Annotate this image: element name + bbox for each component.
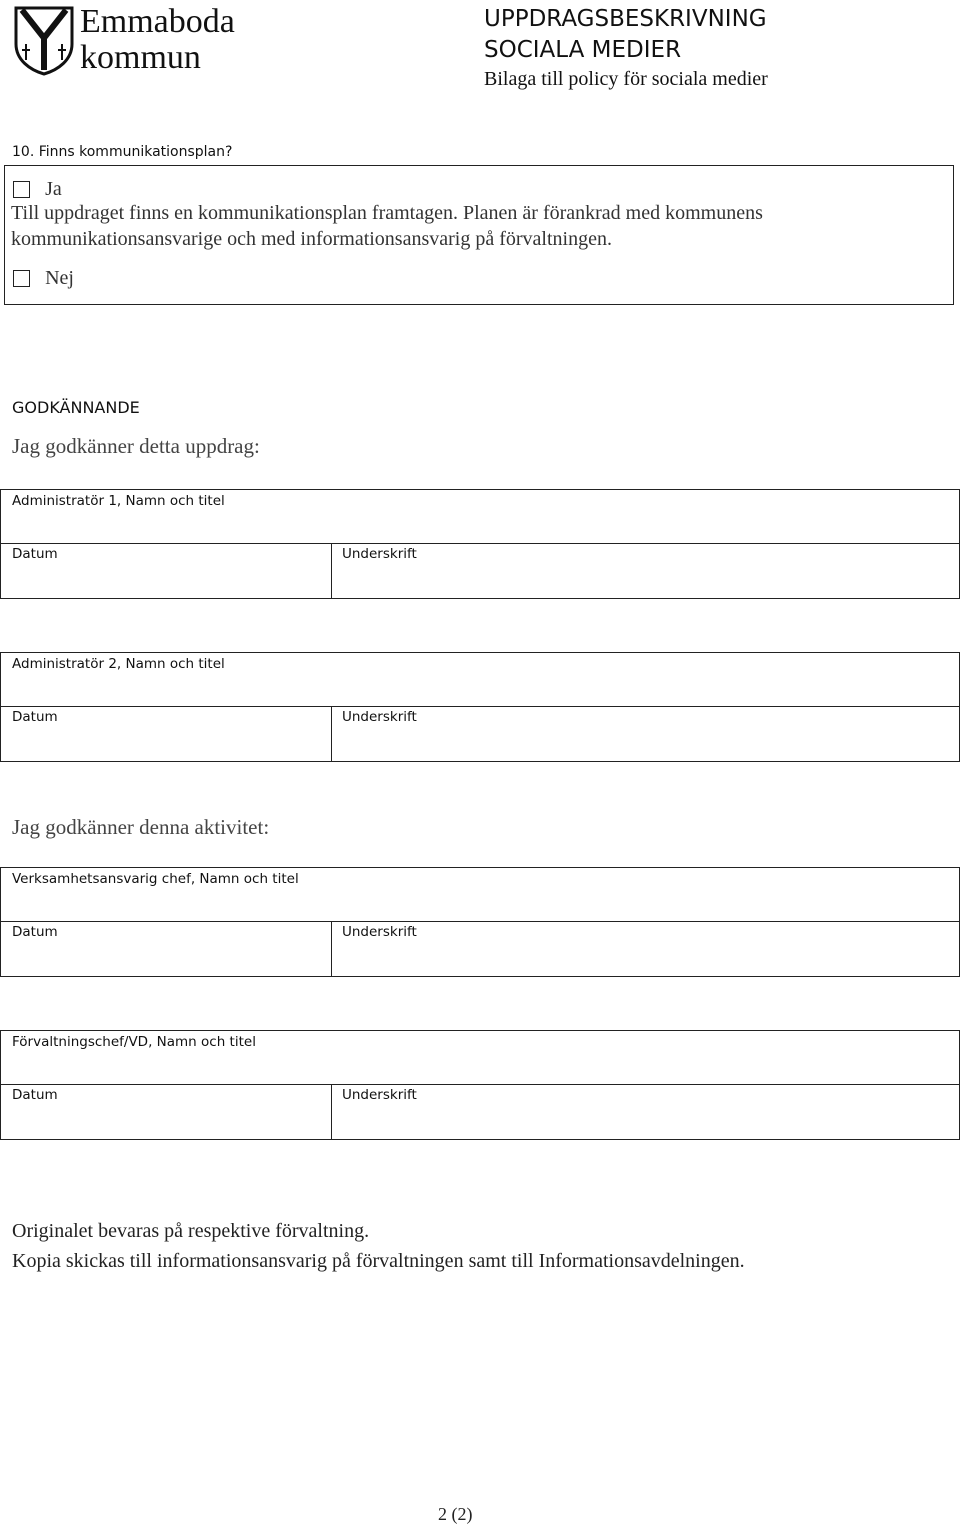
signature-label: Underskrift: [342, 1087, 417, 1103]
name-label: Verksamhetsansvarig chef, Namn och titel: [12, 871, 299, 887]
date-label: Datum: [12, 924, 58, 940]
title-line-2: SOCIALA MEDIER: [484, 37, 682, 63]
signature-block-1: [0, 489, 960, 599]
name-field[interactable]: [0, 489, 960, 544]
logo-line-2: kommun: [80, 39, 201, 76]
checkbox-no[interactable]: [13, 270, 30, 287]
footer-line-2: Kopia skickas till informationsansvarig på förvaltningen samt till Informationsavdelningen.: [12, 1250, 745, 1272]
divider: [331, 1084, 332, 1139]
yes-description-line-2: kommunikationsansvarige och med informationsansvarig på förvaltningen.: [11, 228, 612, 250]
name-label: Administratör 1, Namn och titel: [12, 493, 225, 509]
title-line-1: UPPDRAGSBESKRIVNING: [484, 6, 767, 32]
option-yes-label: Ja: [45, 178, 62, 200]
option-no[interactable]: [13, 267, 74, 290]
date-signature-row: [0, 1084, 960, 1140]
activity-approval-lead: Jag godkänner denna aktivitet:: [12, 815, 270, 839]
divider: [331, 706, 332, 761]
signature-block-2: [0, 652, 960, 762]
name-field[interactable]: [0, 652, 960, 707]
signature-block-4: [0, 1030, 960, 1140]
date-signature-row: [0, 921, 960, 977]
yes-description-line-1: Till uppdraget finns en kommunikationsplan framtagen. Planen är förankrad med kommunens: [11, 202, 763, 224]
emmaboda-logo-icon: [12, 4, 76, 76]
date-label: Datum: [12, 546, 58, 562]
logo-text: [80, 4, 235, 76]
assignment-approval-lead: Jag godkänner detta uppdrag:: [12, 434, 260, 458]
option-no-label: Nej: [45, 267, 74, 289]
date-label: Datum: [12, 1087, 58, 1103]
name-label: Förvaltningschef/VD, Namn och titel: [12, 1034, 256, 1050]
signature-label: Underskrift: [342, 709, 417, 725]
divider: [331, 543, 332, 598]
date-signature-row: [0, 543, 960, 599]
date-signature-row: [0, 706, 960, 762]
document-subtitle: Bilaga till policy för sociala medier: [484, 68, 768, 90]
signature-label: Underskrift: [342, 546, 417, 562]
divider: [331, 921, 332, 976]
option-yes[interactable]: [13, 178, 62, 201]
name-field[interactable]: [0, 1030, 960, 1085]
yes-description: [11, 200, 951, 252]
date-label: Datum: [12, 709, 58, 725]
question-box: [4, 165, 954, 305]
signature-block-3: [0, 867, 960, 977]
logo-line-1: Emmaboda: [80, 3, 235, 40]
name-label: Administratör 2, Namn och titel: [12, 656, 225, 672]
signature-label: Underskrift: [342, 924, 417, 940]
approval-heading: GODKÄNNANDE: [12, 398, 140, 417]
document-title: [484, 4, 767, 66]
name-field[interactable]: [0, 867, 960, 922]
question-label: 10. Finns kommunikationsplan?: [12, 144, 233, 160]
page-number: 2 (2): [438, 1504, 473, 1524]
checkbox-yes[interactable]: [13, 181, 30, 198]
footer-line-1: Originalet bevaras på respektive förvaltning.: [12, 1220, 370, 1242]
